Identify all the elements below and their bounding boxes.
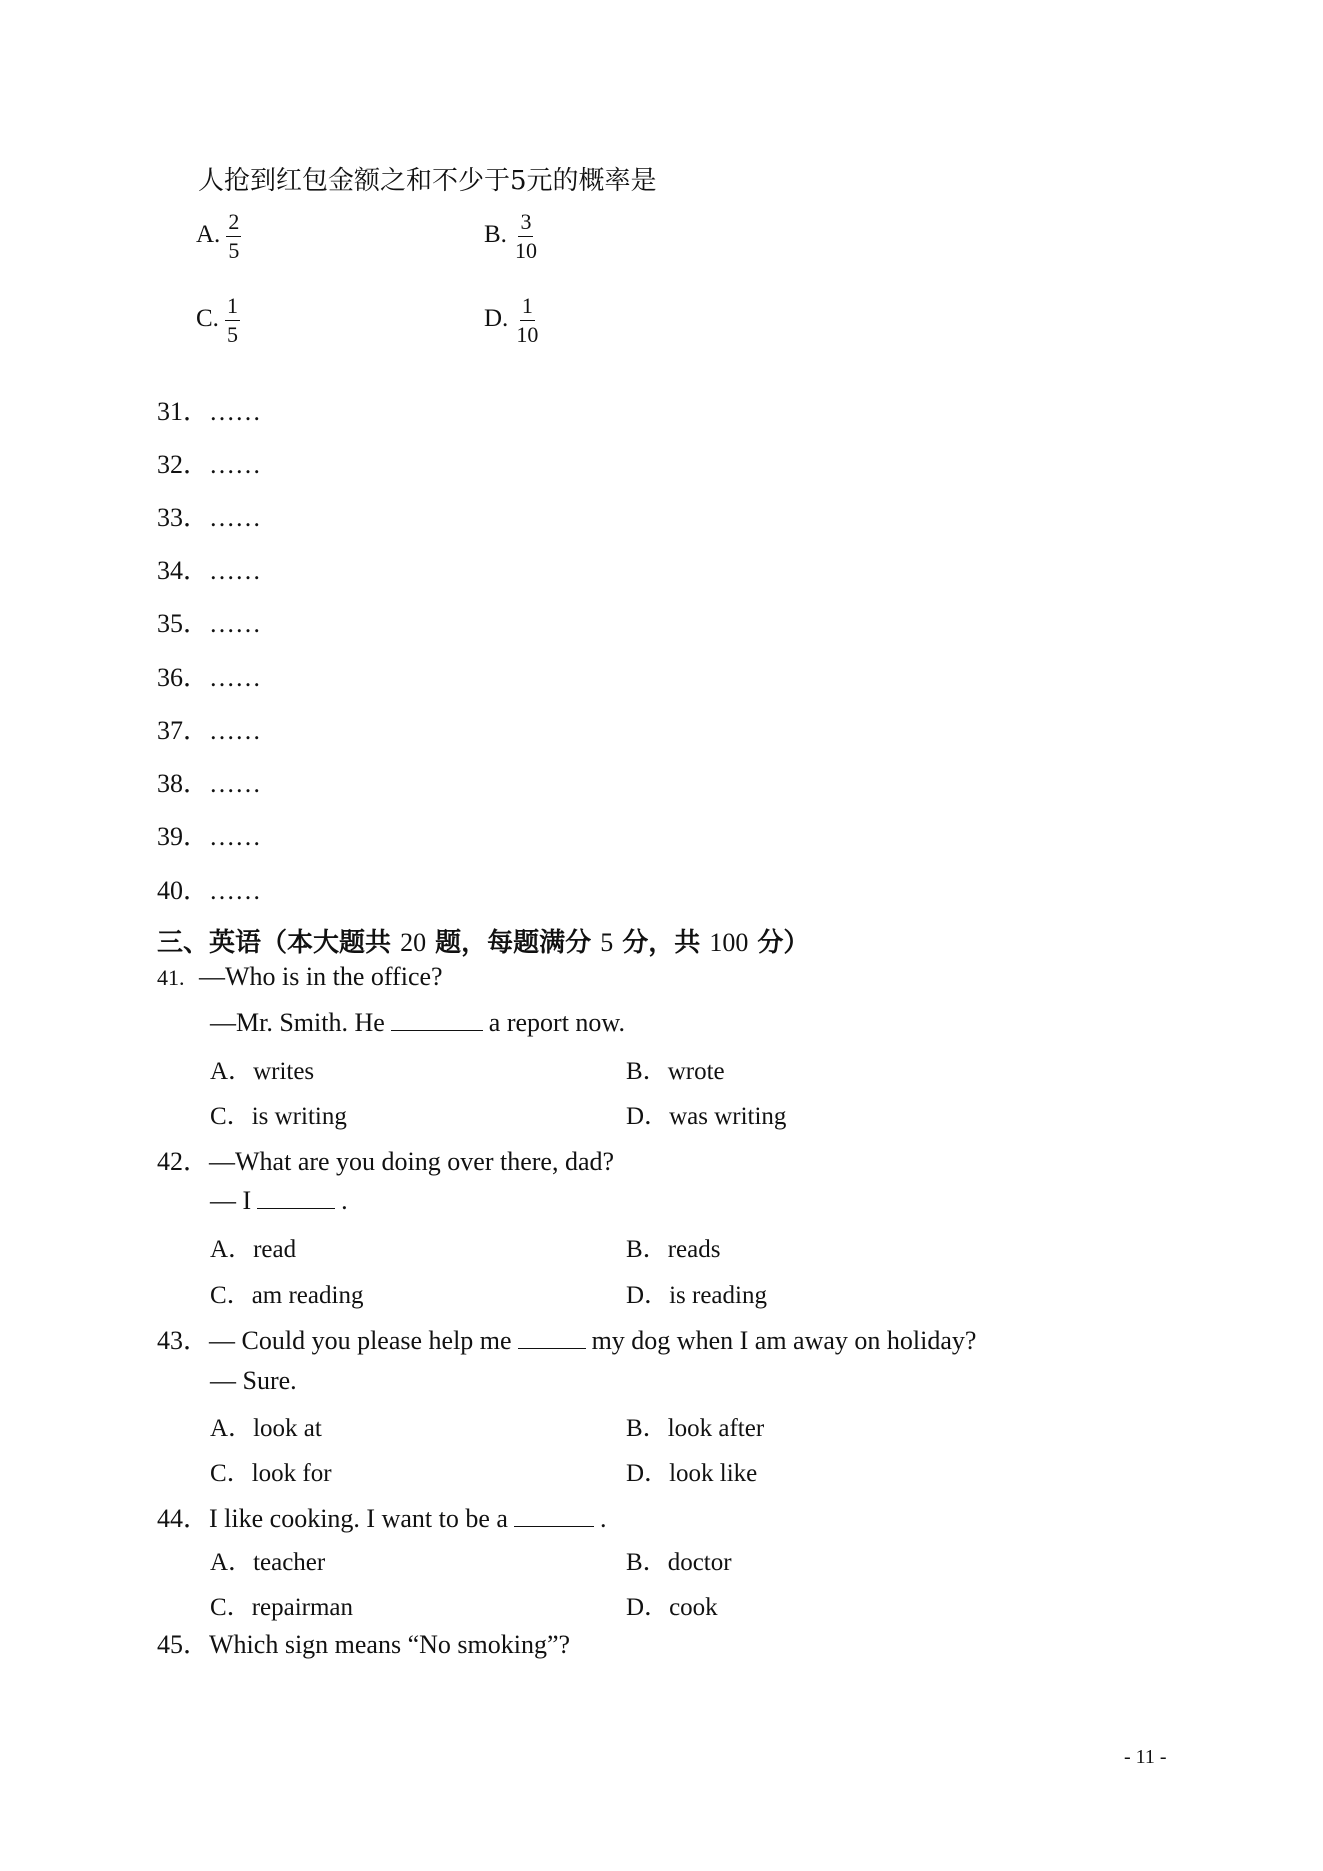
- question-number: 45．: [157, 1630, 210, 1659]
- option-a: [210, 1408, 322, 1444]
- page-number: - 11 -: [1124, 1746, 1167, 1768]
- heading-part: 题，每题满分: [435, 928, 592, 958]
- question-42: [157, 1141, 614, 1178]
- ellipsis: ……: [209, 769, 262, 798]
- ellipsis: ……: [209, 663, 262, 692]
- q30-option-d: [484, 294, 540, 347]
- q30-option-a: [196, 210, 241, 263]
- fraction-denominator: 5: [228, 238, 240, 263]
- option-label: C．: [210, 1460, 252, 1487]
- question-text: .: [599, 1504, 607, 1533]
- q30-option-c: [196, 294, 240, 347]
- option-label: B．: [626, 1415, 668, 1442]
- question-text: —What are you doing over there, dad?: [209, 1147, 615, 1176]
- ellipsis: ……: [209, 716, 262, 745]
- option-text: am reading: [251, 1282, 364, 1309]
- option-text: look after: [667, 1415, 765, 1442]
- question-45: [157, 1624, 570, 1661]
- answer-blank: [518, 1326, 586, 1349]
- placeholder-item: [157, 710, 261, 747]
- option-c: [210, 1587, 353, 1623]
- option-label: C．: [210, 1103, 252, 1130]
- question-number: 42．: [157, 1147, 210, 1176]
- option-d: [626, 1453, 757, 1489]
- option-c: [210, 1096, 347, 1132]
- option-label: B．: [626, 1236, 668, 1263]
- question-number: 32．: [157, 450, 210, 479]
- option-d: [626, 1275, 767, 1311]
- question-text: —Mr. Smith. He: [210, 1008, 385, 1037]
- heading-part: 分）: [757, 928, 810, 958]
- fraction: [513, 210, 539, 263]
- question-43-line2: — Sure.: [210, 1366, 297, 1395]
- fraction-denominator: 10: [514, 238, 537, 263]
- ellipsis: ……: [209, 556, 262, 585]
- fraction-numerator: 2: [226, 210, 241, 237]
- placeholder-item: [157, 763, 261, 800]
- option-d: [626, 1587, 718, 1623]
- option-b: [626, 1229, 720, 1265]
- placeholder-item: [157, 816, 261, 853]
- option-text: look like: [669, 1460, 758, 1487]
- option-label: B．: [626, 1058, 668, 1085]
- option-text: doctor: [667, 1549, 732, 1576]
- option-label: C．: [210, 1282, 252, 1309]
- option-text: read: [253, 1236, 297, 1263]
- question-number: 36．: [157, 663, 210, 692]
- option-label: D．: [626, 1282, 670, 1309]
- q30-option-b: [484, 210, 539, 263]
- heading-part: 三、英语（本大题共: [157, 928, 392, 958]
- fraction-denominator: 10: [516, 322, 539, 347]
- heading-number: 20: [400, 928, 427, 957]
- question-41: [157, 962, 443, 992]
- fraction: [225, 294, 240, 347]
- question-number: 34．: [157, 556, 210, 585]
- question-42-line2: [210, 1186, 348, 1216]
- placeholder-item: [157, 657, 261, 694]
- fraction-denominator: 5: [226, 322, 238, 347]
- ellipsis: ……: [209, 876, 262, 905]
- option-c: [210, 1453, 332, 1489]
- option-text: cook: [669, 1594, 718, 1621]
- option-b: [626, 1051, 725, 1087]
- option-text: repairman: [251, 1594, 354, 1621]
- option-b: [626, 1408, 764, 1444]
- fraction-numerator: 1: [520, 294, 535, 321]
- option-text: was writing: [669, 1103, 787, 1130]
- question-44: [157, 1498, 606, 1535]
- question-number: 37．: [157, 716, 210, 745]
- heading-part: 分，共: [622, 928, 701, 958]
- question-text: I like cooking. I want to be a: [209, 1504, 508, 1533]
- ellipsis: ……: [209, 609, 262, 638]
- fraction: [226, 210, 241, 263]
- question-number: 31．: [157, 397, 210, 426]
- question-text: — Could you please help me: [209, 1326, 512, 1355]
- question-text: —Who is in the office?: [199, 962, 443, 991]
- option-d: [626, 1096, 786, 1132]
- fraction-numerator: 1: [225, 294, 240, 321]
- option-label: A．: [210, 1415, 254, 1442]
- placeholder-item: [157, 444, 261, 481]
- option-label: A.: [196, 221, 221, 249]
- option-label: A．: [210, 1236, 254, 1263]
- option-text: look at: [253, 1415, 322, 1442]
- placeholder-item: [157, 497, 261, 534]
- option-label: B．: [626, 1549, 668, 1576]
- ellipsis: ……: [209, 822, 262, 851]
- question-number: 41.: [157, 965, 185, 990]
- option-label: B.: [484, 221, 507, 249]
- question-number: 44．: [157, 1504, 210, 1533]
- ellipsis: ……: [209, 397, 262, 426]
- option-a: [210, 1229, 296, 1265]
- placeholder-item: [157, 550, 261, 587]
- option-label: A．: [210, 1058, 254, 1085]
- option-text: wrote: [667, 1058, 725, 1085]
- question-number: 39．: [157, 822, 210, 851]
- option-b: [626, 1542, 732, 1578]
- question-number: 35．: [157, 609, 210, 638]
- option-label: C.: [196, 305, 219, 333]
- option-label: D．: [626, 1103, 670, 1130]
- q30-text-tail: 人抢到红包金额之和不少于5元的概率是: [198, 166, 657, 196]
- question-text: a report now.: [488, 1008, 626, 1037]
- question-43: [157, 1320, 976, 1357]
- question-text: Which sign means “No smoking”?: [209, 1630, 571, 1659]
- question-41-line2: [210, 1008, 625, 1038]
- heading-number: 5: [600, 928, 614, 957]
- option-text: look for: [251, 1460, 332, 1487]
- heading-number: 100: [709, 928, 749, 957]
- placeholder-item: [157, 870, 261, 907]
- fraction-numerator: 3: [518, 210, 533, 237]
- option-a: [210, 1051, 314, 1087]
- option-label: D.: [484, 305, 509, 333]
- option-label: C．: [210, 1594, 252, 1621]
- option-text: reads: [667, 1236, 721, 1263]
- option-text: is writing: [251, 1103, 347, 1130]
- option-label: D．: [626, 1460, 670, 1487]
- option-text: writes: [253, 1058, 315, 1085]
- answer-blank: [514, 1504, 594, 1527]
- option-c: [210, 1275, 363, 1311]
- fraction: [514, 294, 540, 347]
- answer-blank: [257, 1186, 335, 1209]
- question-number: 40．: [157, 876, 210, 905]
- option-label: A．: [210, 1549, 254, 1576]
- placeholder-item: [157, 391, 261, 428]
- option-text: is reading: [669, 1282, 767, 1309]
- ellipsis: ……: [209, 450, 262, 479]
- option-label: D．: [626, 1594, 670, 1621]
- ellipsis: ……: [209, 503, 262, 532]
- question-text: .: [341, 1186, 348, 1215]
- option-text: teacher: [253, 1549, 326, 1576]
- question-text: — I: [210, 1186, 252, 1215]
- answer-blank: [391, 1008, 483, 1031]
- section-heading: [157, 922, 809, 959]
- question-number: 38．: [157, 769, 210, 798]
- option-a: [210, 1542, 325, 1578]
- question-number: 33．: [157, 503, 210, 532]
- placeholder-item: [157, 603, 261, 640]
- question-text: my dog when I am away on holiday?: [591, 1326, 977, 1355]
- question-number: 43．: [157, 1326, 210, 1355]
